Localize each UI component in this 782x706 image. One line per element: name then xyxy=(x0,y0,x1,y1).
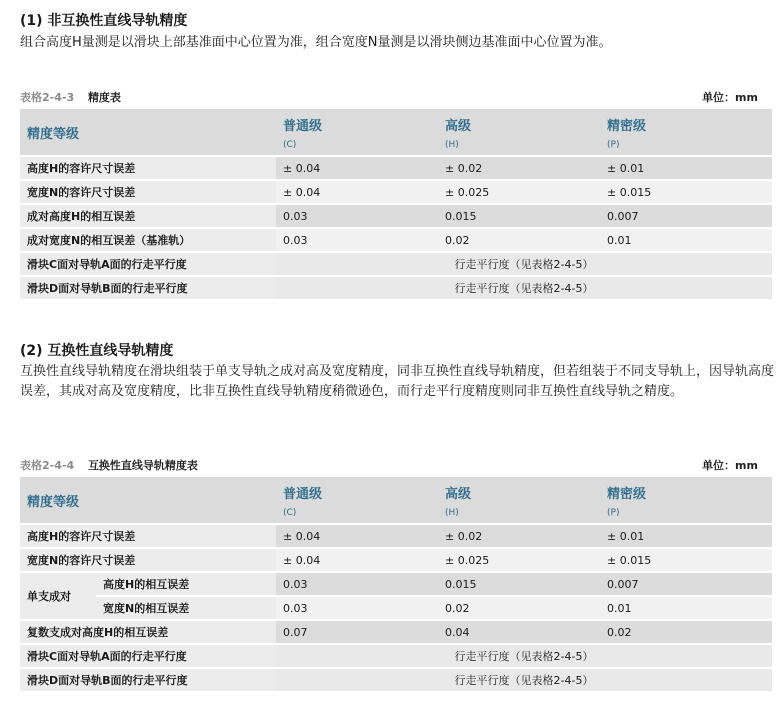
table2-caption-number: 表格2-4-4 xyxy=(20,459,75,472)
row-label: 高度H的相互误差 xyxy=(96,573,276,595)
table2-grade-precision xyxy=(600,477,772,523)
grade-code: (C) xyxy=(283,140,297,150)
row-label: 滑块D面对导轨B面的行走平行度 xyxy=(20,277,276,299)
merged-cell: 行走平行度（见表格2-4-5） xyxy=(276,253,772,275)
table-row xyxy=(20,253,772,275)
table1-grade-normal xyxy=(276,109,438,155)
table2-unit: 单位：mm xyxy=(702,459,758,472)
table1-caption-number: 表格2-4-3 xyxy=(20,91,75,104)
cell-value: 0.01 xyxy=(600,229,772,251)
row-label: 成对高度H的相互误差 xyxy=(20,205,276,227)
table2-grade-high xyxy=(438,477,600,523)
cell-value: ± 0.025 xyxy=(438,181,600,203)
cell-value: ± 0.04 xyxy=(276,181,438,203)
table1-precision xyxy=(20,107,772,301)
table-row xyxy=(20,573,772,595)
row-label: 滑块C面对导轨A面的行走平行度 xyxy=(20,645,276,667)
cell-value: 0.02 xyxy=(600,621,772,643)
cell-value: 0.01 xyxy=(600,597,772,619)
table2-caption-title: 互换性直线导轨精度表 xyxy=(87,459,198,472)
cell-value: 0.03 xyxy=(276,229,438,251)
row-label: 宽度N的容许尺寸误差 xyxy=(20,181,276,203)
section2-text: 互换性直线导轨精度在滑块组装于单支导轨之成对高及宽度精度，同非互换性直线导轨精度，但若组装于不同支导轨上，因导轨高度误差，其成对高及宽度精度，比非互换性直线导轨精度稍微逊色，而行走平行度精度则同非互换性直线导轨之精度。 xyxy=(20,364,775,399)
table-row xyxy=(20,525,772,547)
table-row xyxy=(20,205,772,227)
table-row xyxy=(20,181,772,203)
table1-header-row xyxy=(20,109,772,155)
cell-value: 0.02 xyxy=(438,597,600,619)
cell-value: ± 0.04 xyxy=(276,525,438,547)
cell-value: 0.007 xyxy=(600,205,772,227)
table-row xyxy=(20,549,772,571)
grade-code: (P) xyxy=(607,508,620,518)
table-row xyxy=(20,621,772,643)
grade-name: 高级 xyxy=(445,487,472,502)
table2-grade-normal xyxy=(276,477,438,523)
row-label: 复数支成对高度H的相互误差 xyxy=(20,621,276,643)
cell-value: ± 0.015 xyxy=(600,181,772,203)
section1-title: (1) 非互换性直线导轨精度 xyxy=(20,13,188,29)
row-label: 高度H的容许尺寸误差 xyxy=(20,525,276,547)
grade-name: 精密级 xyxy=(607,487,647,502)
cell-value: ± 0.01 xyxy=(600,525,772,547)
table-row xyxy=(20,277,772,299)
cell-value: ± 0.025 xyxy=(438,549,600,571)
table1-unit: 单位：mm xyxy=(702,91,758,104)
row-label: 宽度N的容许尺寸误差 xyxy=(20,549,276,571)
table2-caption xyxy=(20,457,198,473)
cell-value: 0.015 xyxy=(438,573,600,595)
row-label: 滑块D面对导轨B面的行走平行度 xyxy=(20,669,276,691)
section1-text: 组合高度H量测是以滑块上部基准面中心位置为准，组合宽度N量测是以滑块侧边基准面中心位置为准。 xyxy=(20,35,612,50)
section2-title: (2) 互换性直线导轨精度 xyxy=(20,343,174,359)
grade-name: 普通级 xyxy=(283,487,323,502)
cell-value: 0.03 xyxy=(276,205,438,227)
cell-value: ± 0.015 xyxy=(600,549,772,571)
cell-value: 0.007 xyxy=(600,573,772,595)
grade-name: 高级 xyxy=(445,119,472,134)
table-row xyxy=(20,669,772,691)
row-label: 滑块C面对导轨A面的行走平行度 xyxy=(20,253,276,275)
row-label: 成对宽度N的相互误差（基准轨） xyxy=(20,229,276,251)
merged-cell: 行走平行度（见表格2-4-5） xyxy=(276,277,772,299)
cell-value: ± 0.04 xyxy=(276,157,438,179)
grade-name: 普通级 xyxy=(283,119,323,134)
table2-interchangeable-precision xyxy=(20,475,772,693)
table-row xyxy=(20,157,772,179)
table-row xyxy=(20,645,772,667)
cell-value: ± 0.02 xyxy=(438,157,600,179)
merged-cell: 行走平行度（见表格2-4-5） xyxy=(276,669,772,691)
table-row xyxy=(20,597,772,619)
table1-grade-precision xyxy=(600,109,772,155)
table1-header-label: 精度等级 xyxy=(20,109,276,155)
table1-caption-title: 精度表 xyxy=(87,91,121,104)
cell-value: ± 0.04 xyxy=(276,549,438,571)
grade-code: (P) xyxy=(607,140,620,150)
row-label: 宽度N的相互误差 xyxy=(96,597,276,619)
cell-value: 0.02 xyxy=(438,229,600,251)
grade-name: 精密级 xyxy=(607,119,647,134)
table2-header-row xyxy=(20,477,772,523)
table2-header-label: 精度等级 xyxy=(20,477,276,523)
cell-value: 0.04 xyxy=(438,621,600,643)
row-label: 高度H的容许尺寸误差 xyxy=(20,157,276,179)
cell-value: ± 0.01 xyxy=(600,157,772,179)
table1-grade-high xyxy=(438,109,600,155)
grade-code: (H) xyxy=(445,140,459,150)
grade-code: (C) xyxy=(283,508,297,518)
grade-code: (H) xyxy=(445,508,459,518)
cell-value: ± 0.02 xyxy=(438,525,600,547)
merged-cell: 行走平行度（见表格2-4-5） xyxy=(276,645,772,667)
cell-value: 0.015 xyxy=(438,205,600,227)
group-label: 单支成对 xyxy=(20,573,96,619)
cell-value: 0.03 xyxy=(276,597,438,619)
table1-caption xyxy=(20,89,121,105)
cell-value: 0.07 xyxy=(276,621,438,643)
cell-value: 0.03 xyxy=(276,573,438,595)
table-row xyxy=(20,229,772,251)
